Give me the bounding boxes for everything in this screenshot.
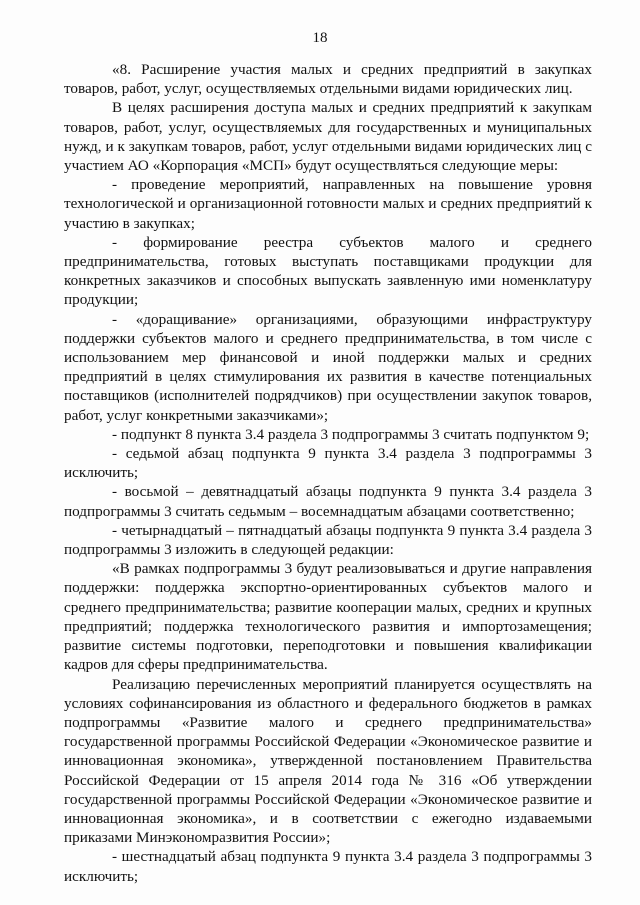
paragraph: Реализацию перечисленных мероприятий планируется осуществлять на условиях софинансирования из областного и федерального бюджетов в рамках подпрограммы «Развитие малого и среднего предпринимательства» государственной программы Российской Федерации «Экономическое развитие и инновационная экономика», утвержденной постановлением Правительства Российской Федерации от 15 апреля 2014 года № 316 «Об утверждении государственной программы Российской Федерации «Экономическое развитие и инновационная экономика», и в соответствии с ежегодно издаваемыми приказами Минэкономразвития России»; [64,675,592,847]
paragraph: «В рамках подпрограммы 3 будут реализовываться и другие направления поддержки: поддержка экспортно-ориентированных субъектов малого и среднего предпринимательства; развитие кооперации малых, средних и крупных предприятий; поддержка технологического развития и импортозамещения; развитие системы подготовки, переподготовки и повышения квалификации кадров для сферы предпринимательства. [64,560,592,674]
paragraph: - проведение мероприятий, направленных на повышение уровня технологической и организационной готовности малых и средних предприятий к участию в закупках; [64,176,592,232]
paragraph: - формирование реестра субъектов малого и среднего предпринимательства, готовых выступать поставщиками продукции для конкретных заказчиков и способных выпускать заявленную ими номенклатуру продукции; [64,233,592,309]
paragraph: - шестнадцатый абзац подпункта 9 пункта 3.4 раздела 3 подпрограммы 3 исключить; [64,848,592,885]
paragraph: «8. Расширение участия малых и средних предприятий в закупках товаров, работ, услуг, осуществляемых отдельными видами юридических лиц. [64,61,592,98]
paragraph: В целях расширения доступа малых и средних предприятий к закупкам товаров, работ, услуг, осуществляемых для государственных и муниципальных нужд, и к закупкам товаров, работ, услуг отдельными видами юридических лиц с участием АО «Корпорация «МСП» будут осуществляться следующие меры: [64,99,592,175]
page-number: 18 [312,30,328,46]
paragraph: - подпункт 8 пункта 3.4 раздела 3 подпрограммы 3 считать подпунктом 9; [112,425,590,443]
document-body [64,60,592,886]
paragraph: - восьмой – девятнадцатый абзацы подпункта 9 пункта 3.4 раздела 3 подпрограммы 3 считать седьмым – восемнадцатым абзацами соответственно; [64,483,592,520]
paragraph: - четырнадцатый – пятнадцатый абзацы подпункта 9 пункта 3.4 раздела 3 подпрограммы 3 изложить в следующей редакции: [64,521,592,559]
paragraph: - седьмой абзац подпункта 9 пункта 3.4 раздела 3 подпрограммы 3 исключить; [64,445,592,482]
paragraph: - «доращивание» организациями, образующими инфраструктуру поддержки субъектов малого и среднего предпринимательства, в том числе с использованием мер финансовой и иной поддержки малых и средних предприятий в целях стимулирования их развития в качестве потенциальных поставщиков (исполнителей подрядчиков) при осуществлении закупок товаров, работ, услуг конкретными заказчиками»; [64,310,592,424]
